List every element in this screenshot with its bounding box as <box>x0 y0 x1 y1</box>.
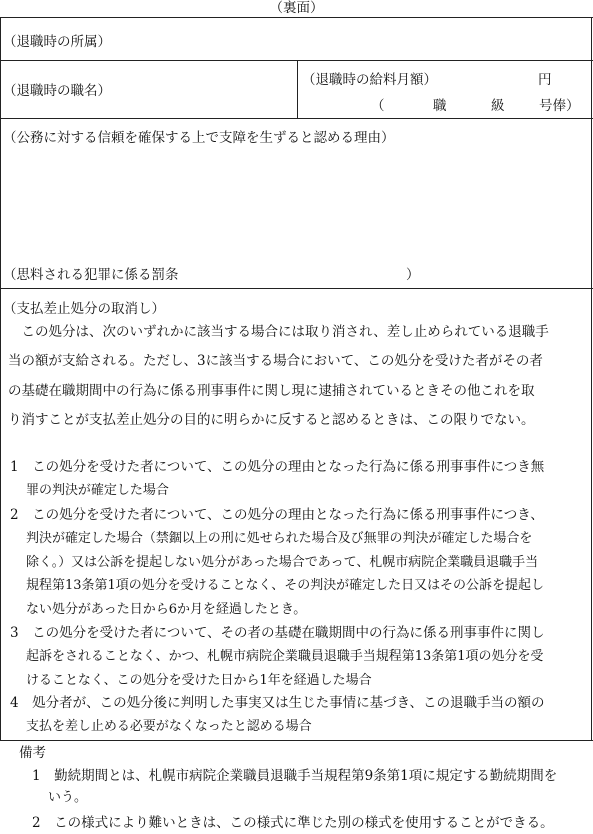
condition-item-1 <box>10 456 588 503</box>
item-line: 1 この処分を受けた者について、この処分の理由となった行為に係る刑事事件につき無 <box>10 459 545 475</box>
item-line: 2 この処分を受けた者について、この処分の理由となった行為に係る刑事事件につき、 <box>10 507 544 523</box>
penalty-label: （思料される犯罪に係る罰条 <box>3 267 179 283</box>
reason-label: （公務に対する信頼を確保する上で支障を生ずると認める理由） <box>3 130 395 146</box>
item-line: 規程第13条第1項の処分を受けることなく、その判決が確定した日又はその公訴を提起し <box>26 578 544 594</box>
table-border-bottom <box>0 740 593 741</box>
item-line: 除く。）又は公訴を提起しない処分があった場合であって、札幌市病院企業職員退職手当 <box>26 554 539 570</box>
table-border-left <box>0 17 1 741</box>
grade-shoku: 職 <box>433 98 447 114</box>
table-border-right <box>591 17 592 741</box>
affiliation-label: （退職時の所属） <box>3 34 111 50</box>
remark-line: 2 この様式により難いときは、この様式に準じた別の様式を使用することができる。 <box>32 815 554 831</box>
cancellation-heading: （支払差止処分の取消し） <box>3 301 165 317</box>
cancellation-paragraph <box>8 318 588 435</box>
page-title: （裏面） <box>269 0 324 16</box>
condition-item-2 <box>10 504 588 621</box>
item-line: 4 処分者が、この処分後に判明した事実又は生じた事情に基づき、この退職手当の額の <box>10 695 545 711</box>
penalty-close-paren: ） <box>406 267 420 283</box>
position-label: （退職時の職名） <box>3 83 111 99</box>
remark-2 <box>32 812 588 834</box>
remark-1 <box>32 765 588 809</box>
item-line: 罪の判決が確定した場合 <box>26 483 169 499</box>
remark-line: いう。 <box>48 790 87 805</box>
paragraph-line: り消すことが支払差止処分の目的に明らかに反すると認めるときは、この限りでない。 <box>8 411 535 428</box>
salary-label: （退職時の給料月額） <box>302 72 437 88</box>
item-line: 支払を差し止める必要がなくなったと認める場合 <box>26 719 312 735</box>
row-divider <box>0 118 593 119</box>
salary-unit: 円 <box>538 72 552 88</box>
grade-gouhou: 号俸） <box>539 98 580 114</box>
paragraph-line: 当の額が支給される。ただし、3に該当する場合において、この処分を受けた者がその者 <box>8 353 543 370</box>
item-line: ない処分があった日から6か月を経過したとき。 <box>26 601 307 617</box>
remark-line: 1 勤続期間とは、札幌市病院企業職員退職手当規程第9条第1項に規定する勤続期間を <box>32 768 558 784</box>
grade-open-paren: （ <box>371 98 385 114</box>
paragraph-line: この処分は、次のいずれかに該当する場合には取り消され、差し止められている退職手 <box>8 324 549 340</box>
paragraph-line: の基礎在職期間中の行為に係る刑事事件に関し現に逮捕されているときその他これを取 <box>8 382 535 399</box>
item-line: けることなく、この処分を受けた日から1年を経過した場合 <box>26 672 372 688</box>
condition-item-4 <box>10 692 588 739</box>
item-line: 起訴をされることなく、かつ、札幌市病院企業職員退職手当規程第13条第1項の処分を受 <box>26 649 544 665</box>
item-line: 判決が確定した場合（禁錮以上の刑に処せられた場合及び無罪の判決が確定した場合を <box>26 531 533 547</box>
item-line: 3 この処分を受けた者について、その者の基礎在職期間中の行為に係る刑事事件に関し <box>10 625 545 641</box>
grade-kyu: 級 <box>491 98 505 114</box>
condition-item-3 <box>10 622 588 692</box>
row-divider <box>0 288 593 289</box>
remarks-heading: 備考 <box>19 745 46 761</box>
column-divider <box>297 60 298 118</box>
table-border-top <box>0 17 593 18</box>
